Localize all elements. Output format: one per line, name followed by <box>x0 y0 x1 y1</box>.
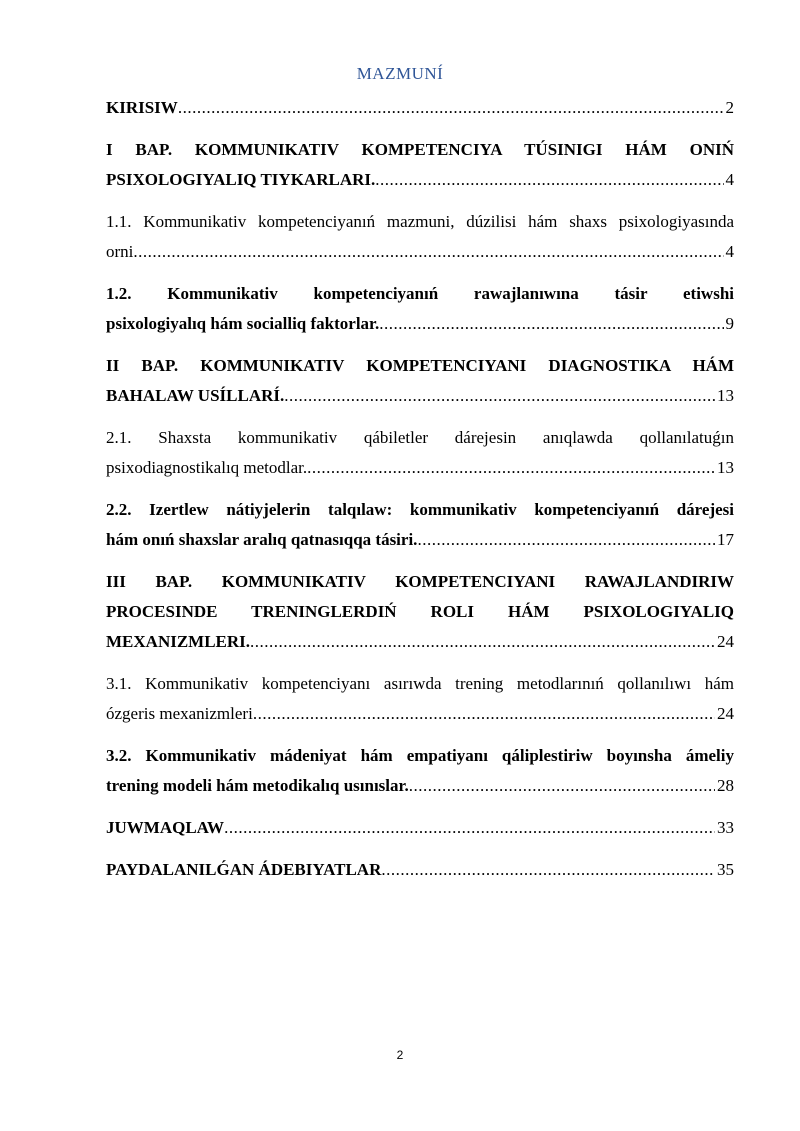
toc-entry-spacer <box>106 483 734 495</box>
toc-entry[interactable] <box>106 93 734 123</box>
toc-entry-last-line <box>106 525 734 555</box>
toc-entry-line: 1.1. Kommunikativ kompetenciyanıń mazmuni, dúzilisi hám shaxs psixologiyasında <box>106 212 734 231</box>
toc-dot-leader <box>224 813 715 843</box>
toc-entry-text: orni <box>106 242 134 261</box>
toc-entry-spacer <box>106 123 734 135</box>
toc-entry-line: 2.2. Izertlew nátiyjelerin talqılaw: kommunikativ kompetenciyanıń dárejesi <box>106 500 734 519</box>
toc-page-number: 17 <box>717 530 734 549</box>
toc-dot-leader <box>417 525 715 555</box>
toc-entry[interactable] <box>106 279 734 339</box>
toc-dot-leader <box>375 165 723 195</box>
toc-entry-last-line <box>106 165 734 195</box>
toc-entry[interactable] <box>106 669 734 729</box>
toc-page-number: 9 <box>725 314 734 333</box>
toc-entry-line: 1.2. Kommunikativ kompetenciyanıń rawajlanıwına tásir etiwshi <box>106 284 734 303</box>
toc-entry-spacer <box>106 195 734 207</box>
toc-entry-last-line <box>106 381 734 411</box>
toc-page-number: 13 <box>717 386 734 405</box>
toc-page-number: 24 <box>717 632 734 651</box>
toc-entry-text: KIRISIW <box>106 98 178 117</box>
toc-page-number: 4 <box>725 170 734 189</box>
toc-entry-last-line <box>106 237 734 267</box>
toc-entry[interactable] <box>106 135 734 195</box>
toc-entry[interactable] <box>106 495 734 555</box>
toc-dot-leader <box>409 771 715 801</box>
toc-dot-leader <box>133 237 723 267</box>
toc-entry-text: MEXANIZMLERI. <box>106 632 251 651</box>
toc-entry-text: PAYDALANILǴAN ÁDEBIYATLAR <box>106 860 382 879</box>
toc-entry-spacer <box>106 555 734 567</box>
toc-entry-last-line <box>106 855 734 885</box>
toc-entry[interactable] <box>106 207 734 267</box>
toc-entry-line: I BAP. KOMMUNIKATIV KOMPETENCIYA TÚSINIGI HÁM ONIŃ <box>106 140 734 159</box>
toc-entry-last-line <box>106 699 734 729</box>
toc-entry-spacer <box>106 729 734 741</box>
toc-entry-last-line <box>106 309 734 339</box>
toc-dot-leader <box>178 93 724 123</box>
toc-entry-last-line <box>106 453 734 483</box>
toc-title: MAZMUNÍ <box>356 64 444 83</box>
toc-entry-text: PSIXOLOGIYALIQ TIYKARLARI. <box>106 170 376 189</box>
toc-entry-last-line <box>106 627 734 657</box>
toc-page-number: 35 <box>717 860 734 879</box>
toc-page-number: 24 <box>717 704 734 723</box>
toc-entry[interactable] <box>106 351 734 411</box>
toc-entry-text: psixologiyalıq hám socialliq faktorlar. <box>106 314 380 333</box>
toc-entry-line: III BAP. KOMMUNIKATIV KOMPETENCIYANI RAWAJLANDIRIW <box>106 572 734 591</box>
toc-dot-leader <box>250 627 715 657</box>
toc-entry-text: trening modeli hám metodikalıq usınıslar. <box>106 776 409 795</box>
toc-entry-last-line <box>106 813 734 843</box>
toc-entry[interactable] <box>106 855 734 885</box>
toc-entry[interactable] <box>106 567 734 657</box>
toc-page-number: 28 <box>717 776 734 795</box>
toc-page-number: 33 <box>717 818 734 837</box>
toc-entry-line: 3.1. Kommunikativ kompetenciyanı asırıwda trening metodlarınıń qollanılıwı hám <box>106 674 734 693</box>
toc-entry-last-line <box>106 771 734 801</box>
toc-entry-spacer <box>106 657 734 669</box>
toc-dot-leader <box>307 453 715 483</box>
toc-dot-leader <box>381 855 715 885</box>
toc-entry-text: JUWMAQLAW <box>106 818 225 837</box>
table-of-contents <box>106 93 734 885</box>
page-number: 2 <box>396 1048 404 1062</box>
toc-entry-text: psixodiagnostikalıq metodlar. <box>106 458 308 477</box>
toc-entry-line: PROCESINDE TRENINGLERDIŃ ROLI HÁM PSIXOLOGIYALIQ <box>106 602 734 621</box>
toc-dot-leader <box>379 309 723 339</box>
toc-page-number: 4 <box>725 242 734 261</box>
toc-entry-spacer <box>106 801 734 813</box>
toc-entry-spacer <box>106 267 734 279</box>
toc-entry-line: 2.1. Shaxsta kommunikativ qábiletler dárejesin anıqlawda qollanılatuǵın <box>106 428 734 447</box>
toc-page-number: 2 <box>725 98 734 117</box>
toc-entry-last-line <box>106 93 734 123</box>
toc-entry-spacer <box>106 843 734 855</box>
toc-entry-line: II BAP. KOMMUNIKATIV KOMPETENCIYANI DIAGNOSTIKA HÁM <box>106 356 734 375</box>
toc-entry[interactable] <box>106 741 734 801</box>
toc-entry-text: hám onıń shaxslar aralıq qatnasıqqa tásiri. <box>106 530 418 549</box>
toc-entry[interactable] <box>106 813 734 843</box>
toc-page-number: 13 <box>717 458 734 477</box>
toc-entry-line: 3.2. Kommunikativ mádeniyat hám empatiyanı qáliplestiriw boyınsha ámeliy <box>106 746 734 765</box>
toc-entry-spacer <box>106 411 734 423</box>
toc-dot-leader <box>253 699 715 729</box>
toc-entry-text: BAHALAW USÍLLARÍ. <box>106 386 285 405</box>
toc-entry-spacer <box>106 339 734 351</box>
toc-entry[interactable] <box>106 423 734 483</box>
toc-dot-leader <box>284 381 715 411</box>
toc-entry-text: ózgeris mexanizmleri <box>106 704 253 723</box>
